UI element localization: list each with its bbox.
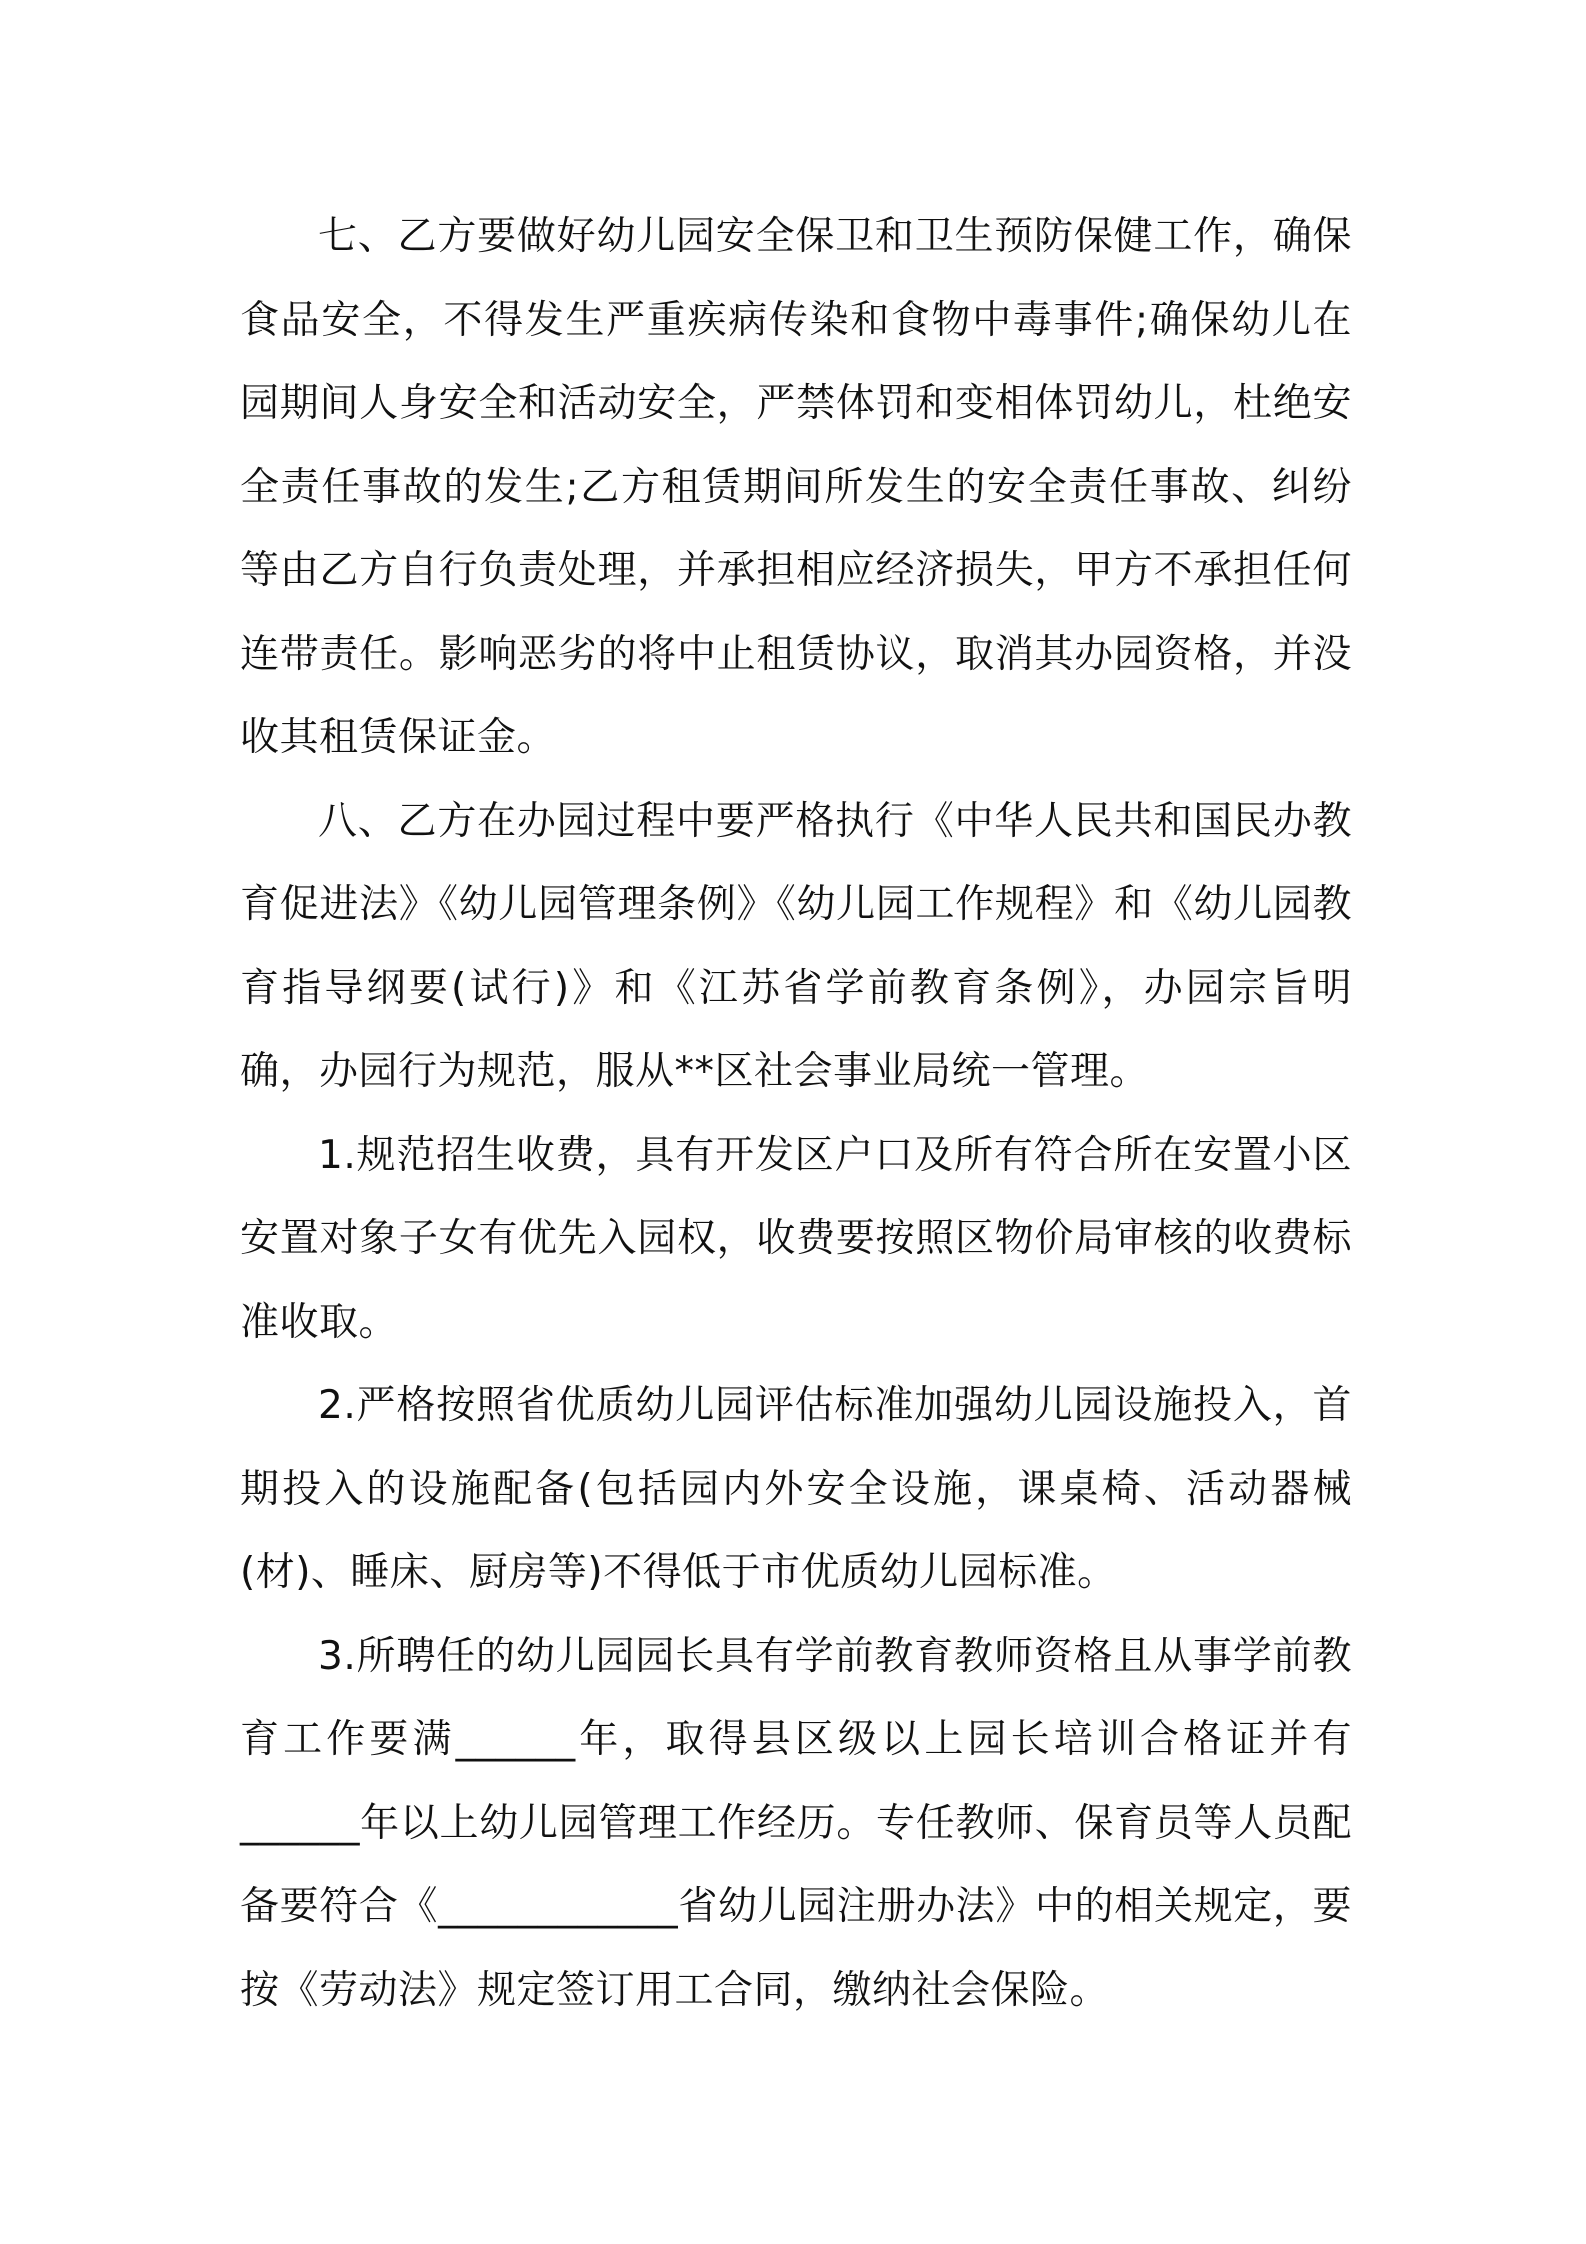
clause-8-paragraph: 八、乙方在办园过程中要严格执行《中华人民共和国民办教育促进法》《幼儿园管理条例》《幼儿园工作规程》和《幼儿园教育指导纲要(试行)》和《江苏省学前教育条例》，办园宗旨明确，办园行为规范，服从**区社会事业局统一管理。 bbox=[240, 798, 1352, 1094]
item-3-paragraph: 3.所聘任的幼儿园园长具有学前教育教师资格且从事学前教育工作要满______年，取得县区级以上园长培训合格证并有______年以上幼儿园管理工作经历。专任教师、保育员等人员配备要符合《____________省幼儿园注册办法》中的相关规定，要按《劳动法》规定签订用工合同，缴纳社会保险。 bbox=[240, 1633, 1352, 2013]
item-1-paragraph: 1.规范招生收费，具有开发区户口及所有符合所在安置小区安置对象子女有优先入园权，收费要按照区物价局审核的收费标准收取。 bbox=[240, 1132, 1352, 1345]
document-body bbox=[240, 195, 1352, 2032]
clause-7-paragraph: 七、乙方要做好幼儿园安全保卫和卫生预防保健工作，确保食品安全，不得发生严重疾病传染和食物中毒事件;确保幼儿在园期间人身安全和活动安全，严禁体罚和变相体罚幼儿，杜绝安全责任事故的发生;乙方租赁期间所发生的安全责任事故、纠纷等由乙方自行负责处理，并承担相应经济损失，甲方不承担任何连带责任。影响恶劣的将中止租赁协议，取消其办园资格，并没收其租赁保证金。 bbox=[240, 214, 1352, 760]
item-2-paragraph: 2.严格按照省优质幼儿园评估标准加强幼儿园设施投入，首期投入的设施配备(包括园内外安全设施，课桌椅、活动器械(材)、睡床、厨房等)不得低于市优质幼儿园标准。 bbox=[240, 1383, 1352, 1595]
